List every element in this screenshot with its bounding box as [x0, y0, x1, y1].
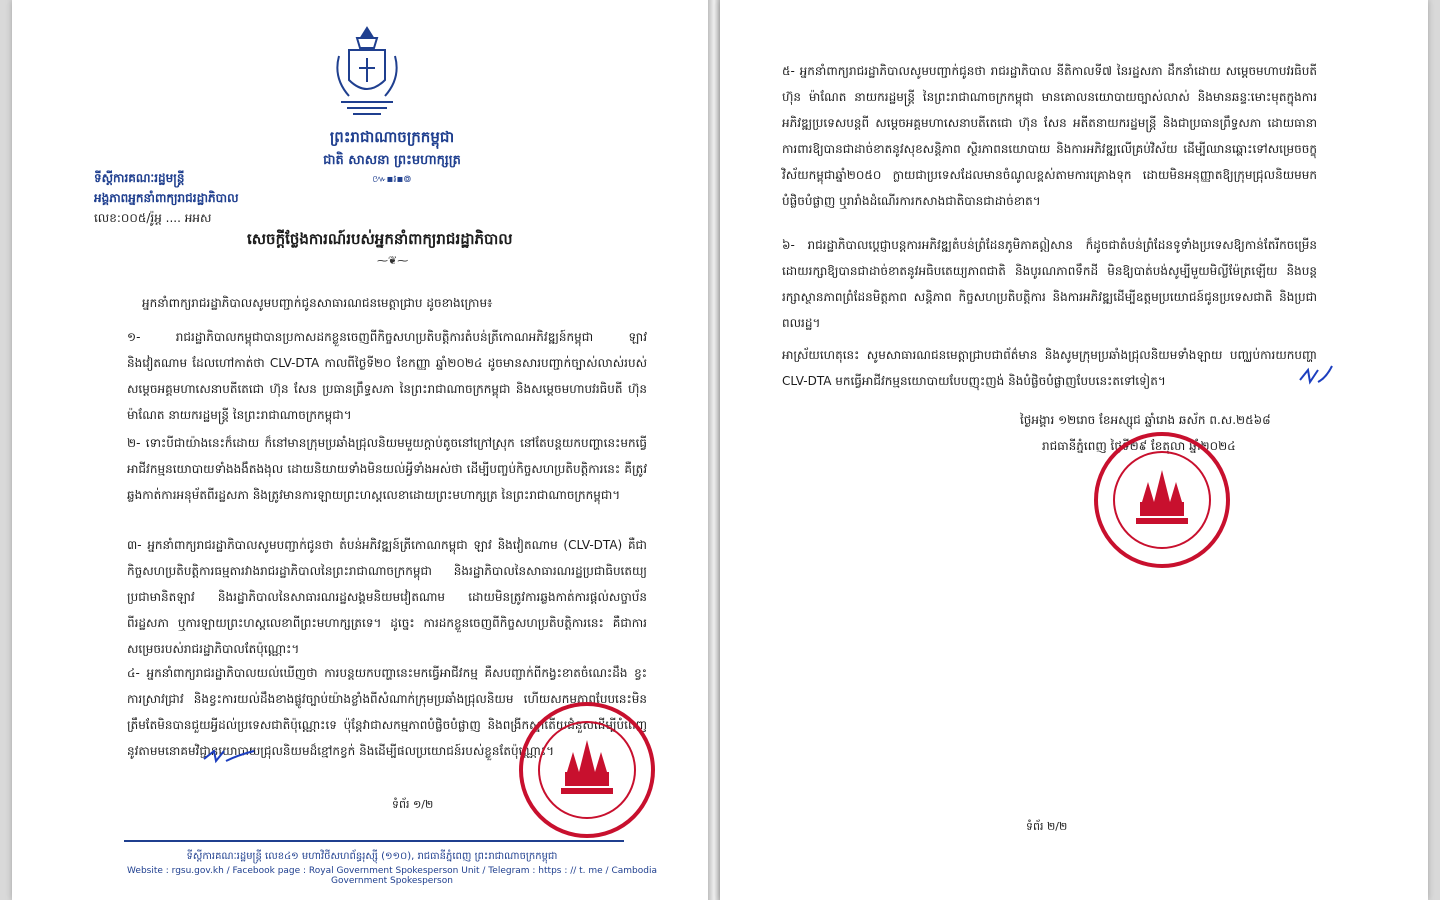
unit-name: អង្គភាពអ្នកនាំពាក្យរាជរដ្ឋាភិបាល	[94, 191, 239, 205]
paragraph-5: ៥- អ្នកនាំពាក្យរាជរដ្ឋាភិបាលសូមបញ្ជាក់ជូនថា រាជរដ្ឋាភិបាល នីតិកាលទី៧ នៃរដ្ឋសភា ដឹកនាំដោយ សម្តេចមហាបវរធិបតី ហ៊ុន ម៉ាណែត នាយករដ្ឋមន្ត្រី នៃព្រះរាជាណាចក្រកម្ពុជា មានគោលនយោបាយច្បាស់លាស់ និងមានឆន្ទៈមោះមុតក្នុងការអភិវឌ្ឍប្រទេសបន្តពី សម្តេចអគ្គមហាសេនាបតីតេជោ ហ៊ុន សែន អតីតនាយករដ្ឋមន្ត្រី និងជាប្រធានព្រឹទ្ធសភា ដោយធានាការពារឱ្យបានជាដាច់ខាតនូវសុខសន្តិភាព ស្ថិរភាពនយោបាយ និងការអភិវឌ្ឍលើគ្រប់វិស័យ ដើម្បីឈានឆ្ពោះទៅសម្រេចចក្ខុវិស័យកម្ពុជាឆ្នាំ២០៥០ ក្លាយជាប្រទេសដែលមានចំណូលខ្ពស់តាមការគ្រោងទុក ដោយមិនអនុញ្ញាតឱ្យក្រុមជ្រុលនិយមមកបំផ្លិចបំផ្លាញ ឬរារាំងដំណើរការកសាងជាតិបានជាដាច់ខាត។	[782, 64, 1317, 208]
royal-coat-of-arms-icon	[327, 22, 407, 122]
initials-mark-icon	[200, 745, 260, 767]
footer-divider	[124, 840, 624, 842]
intro-paragraph: អ្នកនាំពាក្យរាជរដ្ឋាភិបាលសូមបញ្ជាក់ជូនសាធារណជនមេត្តាជ្រាប ដូចខាងក្រោម៖	[142, 296, 493, 310]
page-number: ទំព័រ ២/២	[1026, 820, 1068, 833]
paragraph-2: ២- ទោះបីជាយ៉ាងនេះក៏ដោយ ក៏នៅមានក្រុមប្រឆាំងជ្រុលនិយមមួយក្តាប់តូចនៅក្រៅស្រុក នៅតែបន្តយកបញ្ហានេះមកធ្វើអាជីវកម្មនយោបាយទាំងងងឹតងងុល ដោយនិយាយទាំងមិនយល់អ្វីទាំងអស់ថា ដើម្បីបញ្ចប់កិច្ចសហប្រតិបត្តិការនេះ គឺត្រូវឆ្លងកាត់ការអនុម័តពីរដ្ឋសភា និងត្រូវមានការឡាយព្រះហស្តលេខាដោយព្រះមហាក្សត្រ នៃព្រះរាជាណាចក្រកម្ពុជា។	[127, 436, 647, 502]
motto-ornament: ៚▪៛▪៙	[372, 174, 412, 185]
official-seal-icon	[1092, 430, 1232, 570]
lunar-date: ថ្ងៃអង្គារ ១២រោច ខែអស្សុជ ឆ្នាំរោង ឆស័ក ព.ស.២៥៦៨	[1020, 413, 1271, 427]
solar-date: រាជធានីភ្នំពេញ ថ្ងៃទី២៩ ខែតុលា ឆ្នាំ២០២៤	[1042, 439, 1236, 453]
paragraph-4: ៤- អ្នកនាំពាក្យរាជរដ្ឋាភិបាលយល់ឃើញថា ការបន្តយកបញ្ហានេះមកធ្វើអាជីវកម្ម គឺសបញ្ជាក់ពីកង្វះខាតចំណេះដឹង ខ្វះការស្រាវជ្រាវ និងខ្វះការយល់ដឹងខាងផ្លូវច្បាប់យ៉ាងខ្លាំងពីសំណាក់ក្រុមប្រឆាំងជ្រុលនិយម ហើយសកម្មភាពបែបនេះមិនត្រឹមតែមិនបានជួយអ្វីដល់ប្រទេសជាតិប៉ុណ្ណោះទេ ប៉ុន្តែវាជាសកម្មភាពបំផ្លិចបំផ្លាញ និងពង្រីកស្នាតើយជំនួសដើម្បីបំពេញនូវតាមមនោគមវិជ្ជានយោបាយជ្រុលនិយមដ៏ខ្មៅកខ្វក់ និងដើម្បីផលប្រយោជន៍របស់ខ្លួនតែប៉ុណ្ណោះ។	[127, 666, 647, 758]
national-motto: ជាតិ សាសនា ព្រះមហាក្សត្រ	[323, 153, 461, 168]
paragraph-3: ៣- អ្នកនាំពាក្យរាជរដ្ឋាភិបាលសូមបញ្ជាក់ជូនថា តំបន់អភិវឌ្ឍន៍ត្រីកោណកម្ពុជា ឡាវ និងវៀតណាម (CLV-DTA) គឺជាកិច្ចសហប្រតិបត្តិការធម្មតារវាងរាជរដ្ឋាភិបាលនៃព្រះរាជាណាចក្រកម្ពុជា និងរដ្ឋាភិបាលនៃសាធារណរដ្ឋប្រជាធិបតេយ្យប្រជាមានិតឡាវ និងរដ្ឋាភិបាលនៃសាធារណរដ្ឋសង្គមនិយមវៀតណាម ដោយមិនត្រូវការឆ្លងកាត់ការផ្តល់សច្ចាប័នពីរដ្ឋសភា ឬការឡាយព្រះហស្តលេខាពីព្រះមហាក្សត្រទេ។ ដូច្នេះ ការដកខ្លួនចេញពីកិច្ចសហប្រតិបត្តិការនេះ គឺជាការសម្រេចរបស់រាជរដ្ឋាភិបាលតែប៉ុណ្ណោះ។	[127, 538, 647, 656]
reference-number: លេខ:០០៥/រ៉ូអ្ត .... អអស	[94, 211, 212, 225]
document-title: សេចក្តីថ្លែងការណ៍របស់អ្នកនាំពាក្យរាជរដ្ឋាភិបាល	[247, 230, 513, 248]
footer-contacts: Website : rgsu.gov.kh / Facebook page : Royal Government Spokesperson Unit / Telegram : https : // t. me / Cambodia Government Spokesperson	[127, 866, 657, 886]
initials-mark-icon	[1296, 362, 1336, 388]
closing-paragraph: អាស្រ័យហេតុនេះ សូមសាធារណជនមេត្តាជ្រាបជាព័ត៌មាន និងសូមក្រុមប្រឆាំងជ្រុលនិយមទាំងឡាយ បញ្ឈប់ការយកបញ្ហា CLV-DTA មកធ្វើអាជីវកម្មនយោបាយបែបញុះញង់ និងបំផ្លិចបំផ្លាញបែបនេះតទៅទៀត។	[782, 348, 1317, 388]
paragraph-1: ១- រាជរដ្ឋាភិបាលកម្ពុជាបានប្រកាសដកខ្លួនចេញពីកិច្ចសហប្រតិបត្តិការតំបន់ត្រីកោណអភិវឌ្ឍន៍កម្ពុជា ឡាវ និងវៀតណាម ដែលហៅកាត់ថា CLV-DTA កាលពីថ្ងៃទី២០ ខែកញ្ញា ឆ្នាំ២០២៤ ដូចមានសារបញ្ជាក់ច្បាស់លាស់របស់ សម្តេចអគ្គមហាសេនាបតីតេជោ ហ៊ុន សែន ប្រធានព្រឹទ្ធសភា នៃព្រះរាជាណាចក្រកម្ពុជា និងសម្តេចមហាបវរធិបតី ហ៊ុន ម៉ាណែត នាយករដ្ឋមន្ត្រី នៃព្រះរាជាណាចក្រកម្ពុជា។	[127, 330, 647, 422]
title-ornament: ⁓❦⁓	[377, 254, 409, 267]
page-gutter	[708, 0, 720, 900]
kingdom-name: ព្រះរាជាណាចក្រកម្ពុជា	[329, 128, 455, 146]
page-number: ទំព័រ ១/២	[392, 798, 434, 811]
footer-address: ទីស្តីការគណៈរដ្ឋមន្ត្រី លេខ៤១ មហាវិថីសហព័ន្ធរុស្ស៊ី (១១០), រាជធានីភ្នំពេញ ព្រះរាជាណាចក្រកម្ពុជា	[186, 851, 558, 862]
paragraph-6: ៦- រាជរដ្ឋាភិបាលប្តេជ្ញាបន្តការអភិវឌ្ឍតំបន់ព្រំដែនភូមិភាគឦសាន ក៏ដូចជាតំបន់ព្រំដែនទូទាំងប្រទេសឱ្យកាន់តែរីកចម្រើន ដោយរក្សាឱ្យបានជាដាច់ខាតនូវអធិបតេយ្យភាពជាតិ និងបូរណភាពទឹកដី មិនឱ្យបាត់បង់សូម្បីមួយមិល្លីម៉ែត្រឡើយ និងបន្តរក្សាស្ថានភាពព្រំដែនមិត្តភាព សន្តិភាព កិច្ចសហប្រតិបត្តិការ និងការអភិវឌ្ឍដើម្បីឧត្តមប្រយោជន៍ជូនប្រទេសជាតិ និងប្រជាពលរដ្ឋ។	[782, 238, 1317, 330]
official-seal-icon	[517, 700, 657, 840]
office-name: ទីស្តីការគណៈរដ្ឋមន្ត្រី	[94, 171, 185, 185]
document-page-2	[720, 0, 1428, 900]
document-page-1	[12, 0, 712, 900]
